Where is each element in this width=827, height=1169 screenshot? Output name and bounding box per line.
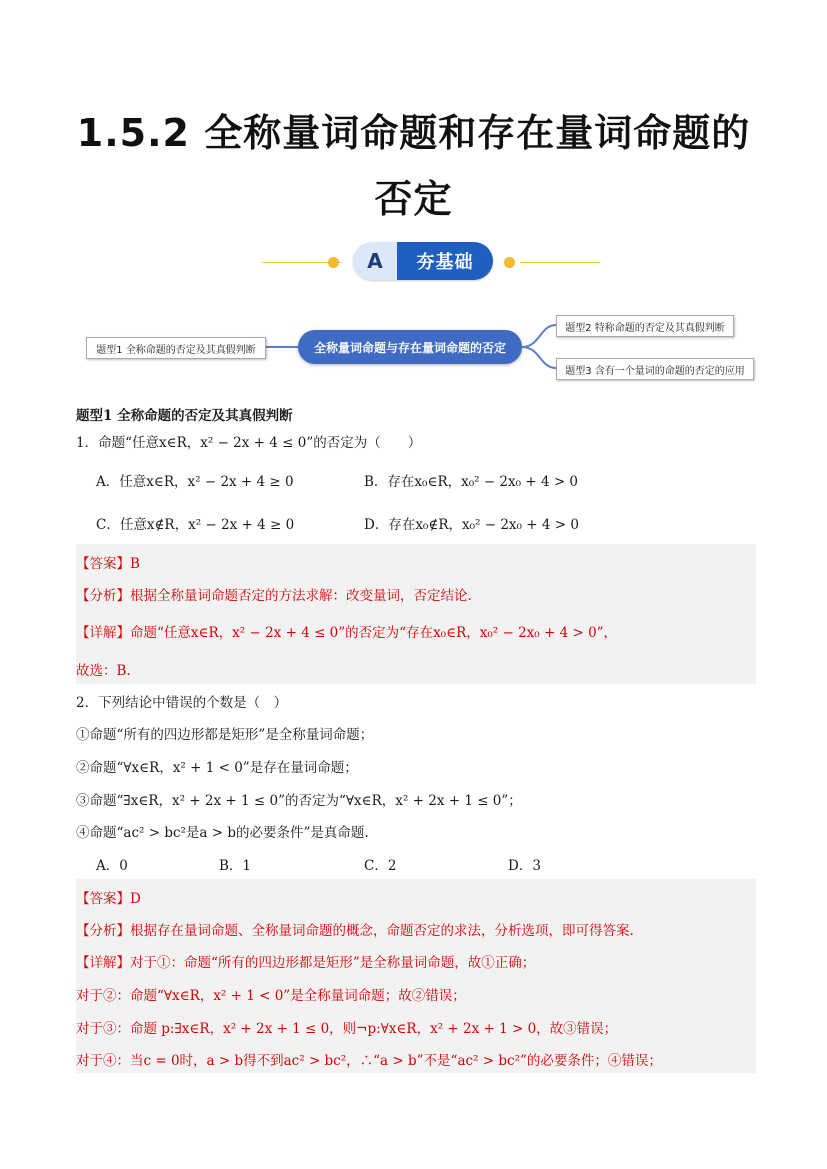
q1-option-d: D．存在x₀∉R，x₀² − 2x₀ + 4 > 0 (364, 517, 579, 533)
level-banner (0, 240, 827, 282)
q2-analysis-line (76, 919, 634, 939)
q2-option-a: A．0 (96, 858, 128, 874)
level-letter: A (353, 242, 397, 280)
q2-option-b: B．1 (219, 858, 252, 874)
section-heading: 题型1 全称命题的否定及其真假判断 (76, 408, 293, 424)
page-title-line2: 否定 (374, 177, 453, 221)
q1-option-c: C．任意x∉R，x² − 2x + 4 ≥ 0 (96, 517, 295, 533)
mind-map-node-right-top: 题型2 特称命题的否定及其真假判断 (556, 315, 734, 337)
q1-analysis: 根据全称量词命题否定的方法求解：改变量词，否定结论. (130, 588, 472, 604)
q2-analysis-tag: 【分析】 (76, 923, 130, 939)
q2-item-1: ①命题“所有的四边形都是矩形”是全称量词命题； (76, 727, 374, 743)
q2-stem: 2．下列结论中错误的个数是（ ） (76, 695, 288, 711)
q1-answer: B (130, 556, 140, 572)
q1-detail-line (76, 621, 617, 641)
q1-detail: 命题“任意x∈R，x² − 2x + 4 ≤ 0”的否定为“存在x₀∈R，x₀² − 2x₀ + 4 > 0”， (130, 625, 618, 641)
page-title-line1: 1.5.2 全称量词命题和存在量词命题的 (76, 111, 751, 155)
q1-detail-tag: 【详解】 (76, 625, 130, 641)
q2-detail: 对于①：命题“所有的四边形都是矩形”是全称量词命题，故①正确； (130, 955, 536, 971)
q2-detail-item-2: 对于②：命题“∀x∈R，x² + 1 < 0”是全称量词命题；故②错误； (76, 988, 466, 1004)
banner-dot-right (504, 257, 515, 268)
q1-analysis-line (76, 584, 472, 604)
mind-map (0, 300, 827, 390)
q2-item-3: ③命题“∃x∈R，x² + 2x + 1 ≤ 0”的否定为“∀x∈R，x² + 2x + 1 ≤ 0”； (76, 793, 522, 809)
q2-detail-line (76, 951, 535, 971)
q1-option-b: B．存在x₀∈R，x₀² − 2x₀ + 4 > 0 (364, 474, 579, 490)
q1-answer-box (76, 544, 756, 684)
q1-stem: 1．命题“任意x∈R，x² − 2x + 4 ≤ 0”的否定为（ ） (76, 435, 422, 451)
q1-conclusion: 故选：B. (76, 663, 131, 679)
q2-detail-item-3: 对于③：命题 p:∃x∈R，x² + 2x + 1 ≤ 0，则¬p:∀x∈R，x² + 2x + 1 > 0，故③错误； (76, 1021, 618, 1037)
q2-answer-tag: 【答案】 (76, 891, 130, 907)
banner-line-right (520, 262, 600, 263)
q2-answer-line (76, 887, 141, 907)
q2-option-c: C．2 (364, 858, 397, 874)
mind-map-node-left: 题型1 全称命题的否定及其真假判断 (86, 337, 266, 359)
banner-dot-left (328, 257, 339, 268)
mind-map-node-right-bottom: 题型3 含有一个量词的命题的否定的应用 (556, 358, 754, 380)
q2-detail-item-4: 对于④：当c = 0时，a > b得不到ac² > bc²，∴“a > b”不是“ac² > bc²”的必要条件；④错误； (76, 1053, 662, 1069)
q2-analysis: 根据存在量词命题、全称量词命题的概念，命题否定的求法，分析选项，即可得答案. (130, 923, 634, 939)
q1-answer-tag: 【答案】 (76, 556, 130, 572)
q2-option-d: D．3 (508, 858, 541, 874)
q2-detail-tag: 【详解】 (76, 955, 130, 971)
level-badge (353, 242, 493, 280)
q2-answer: D (130, 891, 141, 907)
q1-option-a: A．任意x∈R，x² − 2x + 4 ≥ 0 (96, 474, 294, 490)
level-label: 夯基础 (397, 242, 493, 280)
q2-answer-box (76, 879, 756, 1073)
q1-answer-line (76, 552, 140, 572)
mind-map-center-node: 全称量词命题与存在量词命题的否定 (298, 330, 522, 364)
q2-item-4: ④命题“ac² > bc²是a > b的必要条件”是真命题. (76, 825, 369, 841)
q2-item-2: ②命题“∀x∈R，x² + 1 < 0”是存在量词命题； (76, 760, 358, 776)
q1-analysis-tag: 【分析】 (76, 588, 130, 604)
